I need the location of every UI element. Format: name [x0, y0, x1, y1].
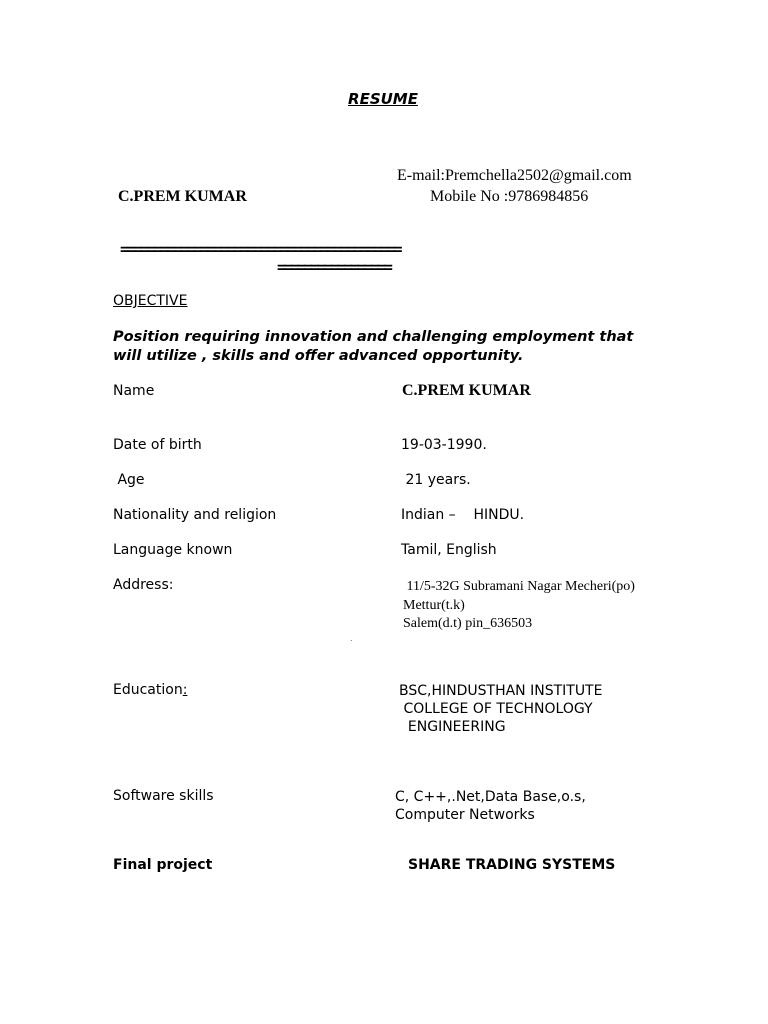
- software-label: Software skills: [113, 788, 214, 804]
- education-value: [399, 682, 602, 736]
- project-value: SHARE TRADING SYSTEMS: [408, 857, 616, 873]
- address-line-1: 11/5-32G Subramani Nagar Mecheri(po): [403, 579, 635, 594]
- education-label: [113, 682, 187, 698]
- objective-text: [113, 328, 673, 366]
- education-label-text: Education: [113, 682, 183, 698]
- dob-value: 19-03-1990.: [401, 437, 487, 453]
- education-line-1: BSC,HINDUSTHAN INSTITUTE: [399, 683, 603, 699]
- objective-line-1: Position requiring innovation and challenging employment that: [113, 329, 634, 345]
- project-label: Final project: [113, 857, 213, 873]
- software-line-2: Computer Networks: [395, 807, 535, 823]
- resume-title: RESUME: [348, 90, 418, 108]
- dob-label: Date of birth: [113, 437, 202, 453]
- mobile-text: Mobile No :9786984856: [430, 188, 589, 205]
- education-line-3: ENGINEERING: [399, 719, 506, 735]
- address-line-2: Mettur(t.k): [403, 597, 465, 613]
- objective-line-2: will utilize , skills and offer advanced opportunity.: [113, 348, 524, 364]
- separator-line-2: =================: [277, 258, 391, 276]
- language-label: Language known: [113, 542, 233, 558]
- nationality-value: Indian – HINDU.: [401, 507, 525, 523]
- address-value: [403, 578, 635, 634]
- software-line-1: C, C++,.Net,Data Base,o.s,: [395, 789, 586, 805]
- separator-line-1: ==========================================: [120, 240, 400, 258]
- header-name: C.PREM KUMAR: [118, 188, 247, 205]
- age-label: Age: [113, 472, 145, 488]
- language-value: Tamil, English: [401, 542, 497, 558]
- address-line-3: Salem(d.t) pin_636503: [403, 616, 533, 631]
- objective-heading: OBJECTIVE: [113, 293, 188, 309]
- email-text: E-mail:Premchella2502@gmail.com: [397, 167, 632, 184]
- education-label-colon: :: [182, 682, 188, 698]
- nationality-label: Nationality and religion: [113, 507, 277, 523]
- software-value: [395, 788, 586, 824]
- name-value: C.PREM KUMAR: [402, 382, 531, 399]
- address-label: Address:: [113, 577, 174, 593]
- age-value: 21 years.: [401, 472, 471, 488]
- education-line-2: COLLEGE OF TECHNOLOGY: [399, 701, 593, 717]
- stray-mark: .: [350, 634, 353, 643]
- name-label: Name: [113, 383, 155, 399]
